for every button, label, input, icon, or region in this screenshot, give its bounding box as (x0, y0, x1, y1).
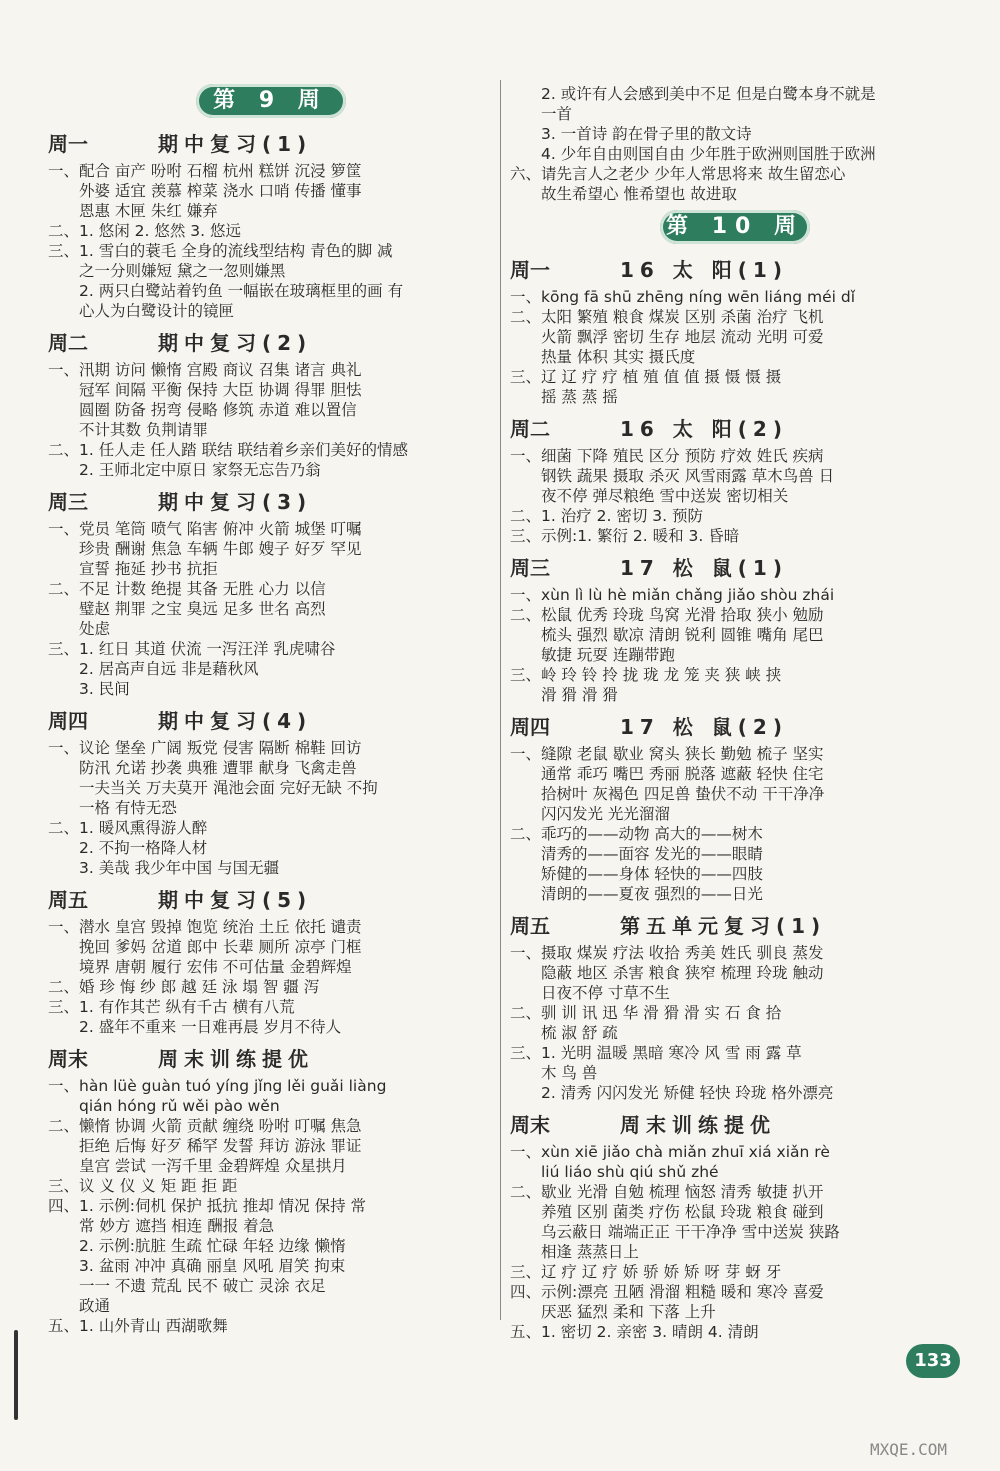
answer-line: 皇宫 尝试 一泻千里 金碧辉煌 众星拱月 (48, 1157, 347, 1175)
answer-line: 一格 有恃无恐 (48, 799, 177, 817)
answer-line: 璧赵 荆罪 之宝 臭远 足多 世名 高烈 (48, 600, 326, 618)
answer-line: 二、1. 悠闲 2. 悠然 3. 悠远 (48, 222, 242, 240)
section-title: 16 太 阳(2) (620, 417, 788, 441)
answer-line: liú liáo shù qiú shǔ zhé (510, 1163, 719, 1181)
answer-line: 隐蔽 地区 杀害 粮食 狭窄 梳理 玲珑 触动 (510, 964, 824, 982)
day-label: 周四 (48, 709, 88, 733)
answer-section (510, 711, 960, 904)
page-number: 133 (906, 1344, 960, 1378)
answer-line: 一、缝隙 老鼠 歇业 窝头 狭长 勤勉 梳子 坚实 (510, 745, 824, 763)
answer-line: 一、细菌 下降 殖民 区分 预防 疗效 姓氏 疾病 (510, 447, 824, 465)
day-label: 周四 (510, 715, 550, 739)
answer-line: 一首 (510, 105, 573, 123)
watermark-text: MXQE.COM (870, 1440, 948, 1459)
answer-section (510, 552, 960, 705)
answer-line: 火箭 飘浮 密切 生存 地层 流动 光明 可爱 (510, 328, 824, 346)
answer-section (48, 128, 493, 321)
answer-line: 拾树叶 灰褐色 四足兽 蛰伏不动 干干净净 (510, 785, 825, 803)
answer-line: 宣誓 拖延 抄书 抗拒 (48, 560, 218, 578)
answer-line: 一、党员 笔筒 喷气 陷害 俯冲 火箭 城堡 叮嘱 (48, 520, 362, 538)
answer-line: 二、不足 计数 绝提 其备 无胜 心力 以信 (48, 580, 326, 598)
answer-line: 一、xùn lì lù hè miǎn chǎng jiǎo shòu zhái (510, 586, 835, 604)
answer-line: 一、xùn xiē jiǎo chà miǎn zhuī xiá xiǎn rè (510, 1143, 830, 1161)
section-title: 期中复习(4) (158, 709, 313, 733)
left-sections (48, 128, 493, 1336)
answer-line: 处虑 (48, 620, 111, 638)
answer-section (510, 1109, 960, 1342)
column-divider (500, 80, 501, 1320)
answer-line: 夜不停 弹尽粮绝 雪中送炭 密切相关 (510, 487, 789, 505)
answer-line: 冠军 间隔 平衡 保持 大臣 协调 得罪 胆怯 (48, 381, 362, 399)
answer-line: 三、1. 有作其芒 纵有千古 横有八荒 (48, 998, 295, 1016)
answer-line: 一、kōng fā shū zhēng níng wēn liáng méi dǐ (510, 288, 856, 306)
answer-line: 三、岭 玲 铃 拎 拢 珑 龙 笼 夹 狭 峡 挟 (510, 666, 782, 684)
answer-line: 摇 蒸 蒸 摇 (510, 388, 618, 406)
answer-line: 一、配合 亩产 吩咐 石榴 杭州 糕饼 沉浸 箩筐 (48, 162, 362, 180)
section-title: 17 松 鼠(2) (620, 715, 788, 739)
section-header (48, 327, 493, 356)
answer-line: 一、hàn lüè guàn tuó yíng jǐng lěi guǎi liàng (48, 1077, 387, 1095)
answer-line: 一、汛期 访问 懒惰 宫殿 商议 召集 诸言 典礼 (48, 361, 362, 379)
answer-section (48, 1043, 493, 1336)
answer-line: 2. 居高声自远 非是藉秋风 (48, 660, 259, 678)
section-title: 16 太 阳(1) (620, 258, 788, 282)
section-header (510, 552, 960, 581)
day-label: 周二 (510, 417, 550, 441)
week-9-banner: 第 9 周 (196, 84, 346, 118)
day-label: 周五 (48, 888, 88, 912)
day-label: 周五 (510, 914, 550, 938)
answer-line: 二、1. 暖风熏得游人醉 (48, 819, 208, 837)
section-header (510, 711, 960, 740)
answer-line: 拒绝 后悔 好歹 稀罕 发誓 拜访 游泳 罪证 (48, 1137, 362, 1155)
day-label: 周一 (510, 258, 550, 282)
answer-section (48, 884, 493, 1037)
answer-line: 二、懒惰 协调 火箭 贡献 缠绕 吩咐 叮嘱 焦急 (48, 1117, 362, 1135)
answer-line: 4. 少年自由则国自由 少年胜于欧洲则国胜于欧洲 (510, 145, 876, 163)
answer-line: 梳头 强烈 歇凉 清朗 锐利 圆锥 嘴角 尾巴 (510, 626, 824, 644)
answer-line: 三、1. 光明 温暖 黑暗 寒冷 风 雪 雨 露 草 (510, 1044, 802, 1062)
answer-line: 3. 美哉 我少年中国 与国无疆 (48, 859, 280, 877)
answer-line: 二、松鼠 优秀 玲珑 鸟窝 光滑 拾取 狭小 勉励 (510, 606, 824, 624)
answer-line: 2. 王师北定中原日 家祭无忘告乃翁 (48, 461, 321, 479)
section-header (510, 1109, 960, 1138)
week-10-banner: 第 10 周 (660, 210, 810, 244)
right-sections (510, 254, 960, 1342)
answer-line: 圆圈 防备 拐弯 侵略 修筑 赤道 难以置信 (48, 401, 357, 419)
section-header (510, 910, 960, 939)
answer-section (48, 486, 493, 699)
answer-line: 清秀的——面容 发光的——眼睛 (510, 845, 763, 863)
answer-line: 之一分则嫌短 黛之一忽则嫌黑 (48, 262, 286, 280)
answer-line: 六、请先言人之老少 少年人常思将来 故生留恋心 (510, 165, 846, 183)
answer-line: 2. 或许有人会感到美中不足 但是白鹭本身不就是 (510, 85, 876, 103)
answer-line: 3. 盆雨 冲冲 真确 丽皇 风吼 眉笑 拘束 (48, 1257, 346, 1275)
section-title: 期中复习(3) (158, 490, 313, 514)
answer-line: 木 鸟 兽 (510, 1064, 598, 1082)
answer-line: 3. 民间 (48, 680, 130, 698)
answer-line: 五、1. 山外青山 西湖歌舞 (48, 1317, 228, 1335)
section-header (48, 884, 493, 913)
answer-line: 梳 淑 舒 疏 (510, 1024, 618, 1042)
day-label: 周一 (48, 132, 88, 156)
section-header (510, 413, 960, 442)
answer-line: 厌恶 猛烈 柔和 下落 上升 (510, 1303, 716, 1321)
answer-section (48, 705, 493, 878)
answer-line: 热量 体积 其实 摄氏度 (510, 348, 696, 366)
answer-line: 三、示例:1. 繁衍 2. 暖和 3. 昏暗 (510, 527, 740, 545)
answer-line: 不计其数 负荆请罪 (48, 421, 208, 439)
answer-line: 2. 两只白鹭站着钓鱼 一幅嵌在玻璃框里的画 有 (48, 282, 404, 300)
answer-line: 滑 猾 滑 猾 (510, 686, 618, 704)
answer-line: 一夫当关 万夫莫开 渑池会面 完好无缺 不拘 (48, 779, 378, 797)
answer-line: 2. 示例:肮脏 生疏 忙碌 年轻 边缘 懒惰 (48, 1237, 346, 1255)
answer-line: 三、1. 雪白的蓑毛 全身的流线型结构 青色的脚 减 (48, 242, 393, 260)
answer-line: 政通 (48, 1297, 111, 1315)
day-label: 周三 (510, 556, 550, 580)
section-title: 期中复习(2) (158, 331, 313, 355)
day-label: 周二 (48, 331, 88, 355)
answer-line: 挽回 爹妈 岔道 郎中 长辈 厕所 凉亭 门框 (48, 938, 362, 956)
day-label: 周三 (48, 490, 88, 514)
answer-line: 三、辽 辽 疗 疗 植 殖 值 值 摄 慑 慑 摄 (510, 368, 782, 386)
answer-line: 三、议 义 仪 义 矩 距 拒 距 (48, 1177, 238, 1195)
right-column (510, 84, 960, 1348)
answer-line: 二、歇业 光滑 自勉 梳理 恼怒 清秀 敏捷 扒开 (510, 1183, 824, 1201)
section-header (510, 254, 960, 283)
answer-line: 二、1. 治疗 2. 密切 3. 预防 (510, 507, 704, 525)
answer-line: 境界 唐朝 履行 宏伟 不可估量 金碧辉煌 (48, 958, 352, 976)
section-title: 周末训练提优 (620, 1113, 776, 1137)
answer-line: 2. 盛年不重来 一日难再晨 岁月不待人 (48, 1018, 342, 1036)
section-title: 17 松 鼠(1) (620, 556, 788, 580)
answer-line: 一、潜水 皇宫 毁掉 饱览 统治 土丘 依托 谴责 (48, 918, 362, 936)
answer-line: 2. 清秀 闪闪发光 矫健 轻快 玲珑 格外漂亮 (510, 1084, 834, 1102)
answer-line: 二、驯 训 讯 迅 华 滑 猾 滑 实 石 食 拾 (510, 1004, 782, 1022)
answer-line: 通常 乖巧 嘴巴 秀丽 脱落 遮蔽 轻快 住宅 (510, 765, 824, 783)
answer-line: 三、辽 疗 辽 疗 娇 骄 娇 矫 呀 芽 蚜 牙 (510, 1263, 782, 1281)
answer-line: 敏捷 玩耍 连蹦带跑 (510, 646, 675, 664)
answer-line: 恩惠 木匣 朱红 嫌弃 (48, 202, 218, 220)
answer-line: 乌云蔽日 端端正正 干干净净 雪中送炭 狭路 (510, 1223, 840, 1241)
answer-line: 一一 不遗 荒乱 民不 破亡 灵涂 衣足 (48, 1277, 326, 1295)
section-header (48, 705, 493, 734)
answer-line: 二、婚 珍 悔 纱 郎 越 廷 泳 塌 智 疆 泻 (48, 978, 320, 996)
answer-line: 清朗的——夏夜 强烈的——日光 (510, 885, 763, 903)
section-title: 周末训练提优 (158, 1047, 314, 1071)
day-label: 周末 (48, 1047, 88, 1071)
answer-line: 一、摄取 煤炭 疗法 收拾 秀美 姓氏 驯良 蒸发 (510, 944, 824, 962)
answer-line: 日夜不停 寸草不生 (510, 984, 670, 1002)
answer-section (510, 910, 960, 1103)
section-title: 期中复习(1) (158, 132, 313, 156)
answer-line: 外婆 适宜 羡慕 榨菜 浇水 口哨 传播 懂事 (48, 182, 362, 200)
answer-line: 二、1. 任人走 任人踏 联结 联结着乡亲们美好的情感 (48, 441, 408, 459)
section-header (48, 1043, 493, 1072)
answer-line: 心人为白鹭设计的镜匣 (48, 302, 235, 320)
left-column (48, 78, 493, 1342)
answer-line: 钢铁 蔬果 摄取 杀灭 风雪雨露 草木鸟兽 日 (510, 467, 835, 485)
answer-section (510, 413, 960, 546)
answer-line: 二、乖巧的——动物 高大的——树木 (510, 825, 763, 843)
answer-line: 闪闪发光 光光溜溜 (510, 805, 670, 823)
answer-line: 故生希望心 惟希望也 故进取 (510, 185, 737, 203)
section-title: 第五单元复习(1) (620, 914, 827, 938)
answer-line: 二、太阳 繁殖 粮食 煤炭 区别 杀菌 治疗 飞机 (510, 308, 824, 326)
answer-section (48, 327, 493, 480)
answer-line: 一、议论 堡垒 广阔 叛党 侵害 隔断 棉鞋 回访 (48, 739, 362, 757)
answer-line: 2. 不拘一格降人材 (48, 839, 208, 857)
section-header (48, 486, 493, 515)
answer-line: qián hóng rǔ wěi pào wěn (48, 1097, 280, 1115)
answer-line: 防汛 允诺 抄袭 典雅 遭罪 献身 飞禽走兽 (48, 759, 357, 777)
answer-line: 五、1. 密切 2. 亲密 3. 晴朗 4. 清朗 (510, 1323, 759, 1341)
answer-line: 三、1. 红日 其道 伏流 一泻汪洋 乳虎啸谷 (48, 640, 336, 658)
answer-line: 3. 一首诗 韵在骨子里的散文诗 (510, 125, 752, 143)
answer-line: 四、1. 示例:伺机 保护 抵抗 推却 情况 保持 常 (48, 1197, 367, 1215)
answer-line: 珍贵 酬谢 焦急 车辆 牛郎 嫂子 好歹 罕见 (48, 540, 362, 558)
answer-section (510, 254, 960, 407)
answer-line: 常 妙方 遮挡 相连 酬报 着急 (48, 1217, 275, 1235)
answer-line: 矫健的——身体 轻快的——四肢 (510, 865, 763, 883)
day-label: 周末 (510, 1113, 550, 1137)
answer-line: 养殖 区别 菌类 疗伤 松鼠 玲珑 粮食 碰到 (510, 1203, 824, 1221)
section-title: 期中复习(5) (158, 888, 313, 912)
answer-line: 四、示例:漂亮 丑陋 滑溜 粗糙 暖和 寒冷 喜爱 (510, 1283, 824, 1301)
page-edge-mark (14, 1330, 18, 1420)
answer-line: 相逢 蒸蒸日上 (510, 1243, 639, 1261)
section-header (48, 128, 493, 157)
right-top-lines (510, 84, 960, 204)
